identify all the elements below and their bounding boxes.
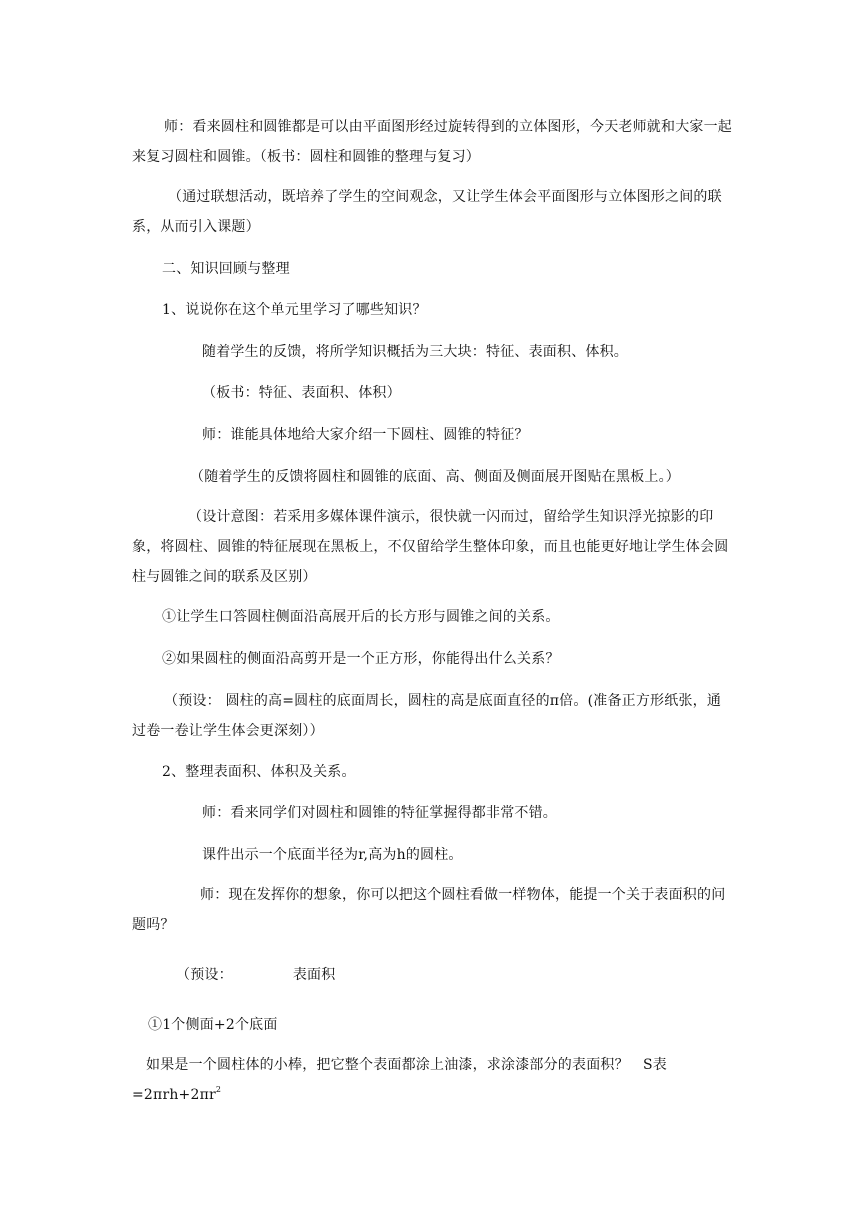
paragraph-board-note: （板书：特征、表面积、体积） [202, 385, 401, 401]
paragraph-preset-square: （预设： 圆柱的高=圆柱的底面周长，圆柱的高是底面直径的π倍。(准备正方形纸张，通过卷一卷让学生体会更深刻）） [132, 693, 722, 739]
paragraph-preset-surface [176, 960, 335, 990]
section-heading-review: 二、知识回顾与整理 [162, 261, 290, 277]
paragraph-association-note: （通过联想活动，既培养了学生的空间观念，又让学生体会平面图形与立体图形之间的联系，从而引入课题） [132, 189, 722, 235]
paragraph-feedback-posting: （随着学生的反馈将圆柱和圆锥的底面、高、侧面及侧面展开图贴在黑板上。） [190, 469, 680, 485]
paragraph-design-intent: （设计意图：若采用多媒体课件演示，很快就一闪而过，留给学生知识浮光掠影的印象，将圆柱、圆锥的特征展现在黑板上，不仅留给学生整体印象，而且也能更好地让学生体会圆柱与圆锥之间的联系及区别） [132, 509, 729, 585]
paragraph-paint-problem [132, 1050, 738, 1110]
paint-problem-text: 如果是一个圆柱体的小棒，把它整个表面都涂上油漆，求涂漆部分的表面积？ S表=2πrh+2πr [132, 1057, 667, 1103]
paragraph-teacher-question: 师：谁能具体地给大家介绍一下圆柱、圆锥的特征？ [202, 427, 529, 443]
paragraph-teacher-praise: 师：看来同学们对圆柱和圆锥的特征掌握得都非常不错。 [202, 805, 557, 821]
question-1: 1、说说你在这个单元里学习了哪些知识？ [162, 302, 427, 318]
paragraph-teacher-intro: 师：看来圆柱和圆锥都是可以由平面图形经过旋转得到的立体图形，今天老师就和大家一起来复习圆柱和圆锥。（板书：圆柱和圆锥的整理与复习） [132, 119, 732, 165]
paragraph-teacher-imagination: 师：现在发挥你的想象，你可以把这个圆柱看做一样物体，能提一个关于表面积的问题吗？ [132, 887, 726, 933]
item-circled-1: ①让学生口答圆柱侧面沿高展开后的长方形与圆锥之间的关系。 [162, 609, 560, 625]
paragraph-courseware-cylinder: 课件出示一个底面半径为r,高为h的圆柱。 [202, 847, 463, 863]
paragraph-feedback-summary: 随着学生的反馈，将所学知识概括为三大块：特征、表面积、体积。 [202, 344, 628, 360]
preset-label: （预设： [176, 967, 233, 983]
square-superscript: 2 [215, 1085, 222, 1094]
surface-area-label: 表面积 [292, 967, 336, 983]
item-lateral-plus-bases: ①1个侧面+2个底面 [148, 1017, 278, 1033]
item-circled-2: ②如果圆柱的侧面沿高剪开是一个正方形，你能得出什么关系？ [162, 651, 560, 667]
question-2: 2、整理表面积、体积及关系。 [162, 764, 356, 780]
